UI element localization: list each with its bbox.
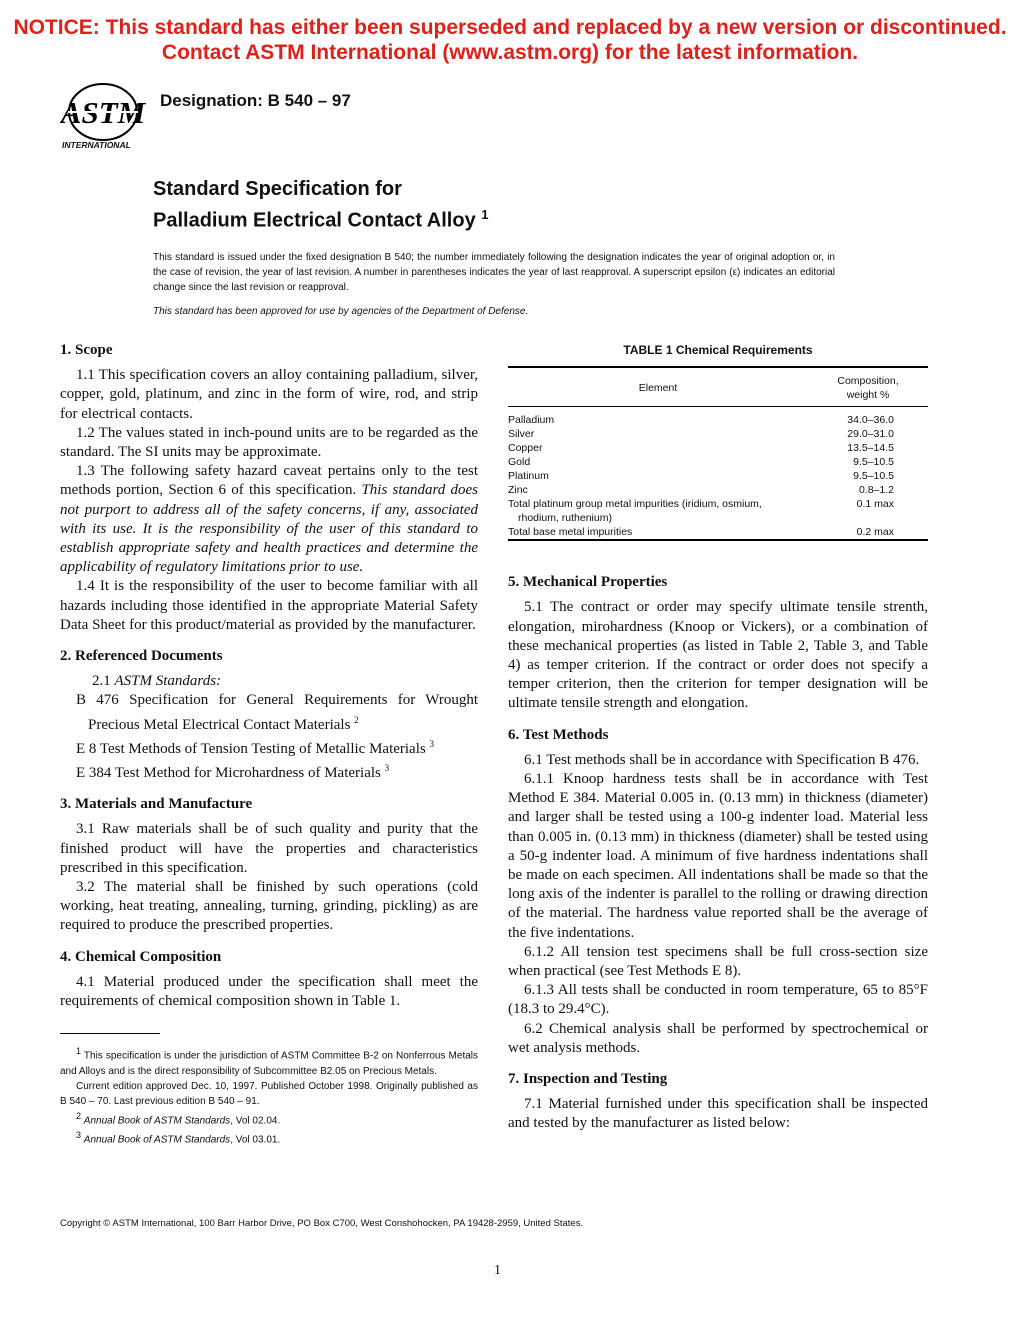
table-header-composition: Composition, weight % (808, 367, 928, 407)
footnote-1b: Current edition approved Dec. 10, 1997. Published October 1998. Originally published as B 540 – 70. Last previous edition B 540 – 91. (60, 1080, 478, 1107)
title-footnote-mark: 1 (481, 207, 489, 222)
para-6-1: 6.1 Test methods shall be in accordance with Specification B 476. (524, 751, 920, 768)
para-5-1: 5.1 The contract or order may specify ultimate tensile strenth, elongation, mirohardness (Knoop or Vickers), or a combination of these mechanical properties (as listed in Table 2, Table 3, and Table 4) as temper criterion. If the contract or order does not specify a temper criterion, then the criterion for temper designation will be ultimate tensile strength and elongation. (508, 599, 928, 712)
para-1-2: 1.2 The values stated in inch-pound units are to be regarded as the standard. The SI units may be approximate. (60, 424, 478, 461)
para-6-1-1: 6.1.1 Knoop hardness tests shall be in accordance with Test Method E 384. Material 0.005 in. (0.13 mm) in thickness (diameter) and larger shall be tested using a 100-g indenter load. Material less than 0.005 in. (0.13 mm) in thickness (diameter) shall be tested using a 50-g indenter load. A minimum of five hardness indentations shall be made on each specimen. All indentations shall be made so that the long axis of the indenter is parallel to the rolling or drawing direction of the material. The hardness value reported shall be the average of the five indentations. (508, 771, 928, 941)
para-2-1: 2.1 ASTM Standards: (92, 673, 222, 690)
footnote-2: $^2$ Annual Book of ASTM Standards, Vol 02.04. (76, 1110, 281, 1126)
para-1-3: 1.3 The following safety hazard caveat pertains only to the test methods portion, Section 6 of this specification. This standard does not purport to address all of the safety concerns, if any, associated with its use. It is the responsibility of the user of this standard to establish appropriate safety and health practices and determine the applicability of regulatory limitations prior to use. (60, 463, 478, 576)
section-3-title: 3. Materials and Manufacture (60, 796, 253, 813)
table-row: Silver 29.0–31.0 (508, 428, 894, 441)
section-4-title: 4. Chemical Composition (60, 948, 222, 965)
section-5-title: 5. Mechanical Properties (508, 574, 668, 591)
table-header-element: Element (508, 367, 808, 407)
title-text: Palladium Electrical Contact Alloy (153, 209, 476, 232)
table-1 (508, 366, 928, 541)
astm-logo (60, 80, 146, 152)
section-6-title: 6. Test Methods (508, 726, 609, 743)
table-row: Platinum 9.5–10.5 (508, 470, 894, 483)
para-6-1-2: 6.1.2 All tension test specimens shall be full cross-section size when practical (see Test Methods E 8). (508, 943, 928, 980)
issued-note: This standard is issued under the fixed designation B 540; the number immediately following the designation indicates the year of original adoption or, in the case of revision, the year of last revision. A number in parentheses indicates the year of last reapproval. A superscript epsilon (ε) indicates an editorial change since the last revision or reapproval. (153, 252, 835, 293)
table-row: Copper 13.5–14.5 (508, 442, 894, 455)
para-7-1: 7.1 Material furnished under this specification shall be inspected and tested by the manufacturer as listed below: (508, 1096, 928, 1132)
table-row: Total base metal impurities 0.2 max (508, 525, 928, 540)
table-row: Gold 9.5–10.5 (508, 456, 894, 469)
table-row: Total platinum group metal impurities (iridium, osmium, rhodium, ruthenium) 0.1 max (508, 498, 894, 525)
right-column (508, 341, 928, 1134)
section-7-title: 7. Inspection and Testing (508, 1071, 668, 1088)
section-2-title: 2. Referenced Documents (60, 648, 223, 665)
table-1-caption: TABLE 1 Chemical Requirements (623, 343, 813, 357)
ref-e8: E 8 Test Methods of Tension Testing of Metallic Materials $^3$ (76, 738, 434, 757)
page-number: 1 (494, 1263, 501, 1278)
footnote-1: $^1$ This specification is under the jurisdiction of ASTM Committee B-2 on Nonferrous Metals and Alloys and is the direct responsibility of Subcommittee B2.05 on Precious Metals. (60, 1046, 478, 1077)
logo-label: INTERNATIONAL (62, 140, 131, 150)
title-line-1: Standard Specification for (153, 178, 402, 200)
para-3-1: 3.1 Raw materials shall be of such quality and purity that the finished product will have the properties and characteristics prescribed in this specification. (60, 821, 478, 876)
safety-caveat: This standard does not purport to address all of the safety concerns, if any, associated with its use. It is the responsibility of the user of this standard to establish appropriate safety and health practices and determine the applicability of regulatory limitations prior to use. (60, 482, 478, 576)
table-row: Zinc 0.8–1.2 (508, 484, 894, 497)
logo-letters: ASTM (60, 95, 146, 130)
para-1-1: 1.1 This specification covers an alloy containing palladium, silver, copper, gold, platinum, and zinc in the form of wire, rod, and strip for electrical contacts. (60, 367, 478, 422)
para-6-1-3: 6.1.3 All tests shall be conducted in room temperature, 65 to 85°F (18.3 to 29.4°C). (508, 982, 928, 1018)
ref-e384: E 384 Test Method for Microhardness of Materials $^3$ (76, 763, 390, 782)
footnote-3: $^3$ Annual Book of ASTM Standards, Vol 03.01. (76, 1129, 281, 1146)
approved-note: This standard has been approved for use by agencies of the Department of Defense. (153, 306, 529, 317)
ref-b476: B 476 Specification for General Requirements for Wrought Precious Metal Electrical Contact Materials $^2$ (76, 692, 478, 733)
para-1-4: 1.4 It is the responsibility of the user to become familiar with all hazards including those identified in the appropriate Material Safety Data Sheet for this product/material as provided by the manufacturer. (60, 578, 478, 633)
para-3-2: 3.2 The material shall be finished by such operations (cold working, heat treating, annealing, turning, grinding, pickling) as are required to produce the prescribed properties. (60, 879, 478, 934)
section-1-title: 1. Scope (60, 342, 113, 358)
footnote-rule (60, 1033, 160, 1034)
notice-line-2: Contact ASTM International (www.astm.org) for the latest information. (161, 41, 859, 64)
notice-line-1: NOTICE: This standard has either been superseded and replaced by a new version or discontinued. (13, 16, 1007, 39)
title-line-2 (153, 202, 488, 234)
table-row: Palladium 34.0–36.0 (508, 414, 894, 427)
para-6-2: 6.2 Chemical analysis shall be performed by spectrochemical or wet analysis methods. (508, 1020, 928, 1056)
left-column (60, 341, 478, 1147)
designation: Designation: B 540 – 97 (160, 91, 351, 110)
para-4-1: 4.1 Material produced under the specification shall meet the requirements of chemical composition shown in Table 1. (60, 973, 478, 1010)
copyright: Copyright © ASTM International, 100 Barr Harbor Drive, PO Box C700, West Conshohocken, PA 19428-2959, United States. (60, 1218, 584, 1229)
